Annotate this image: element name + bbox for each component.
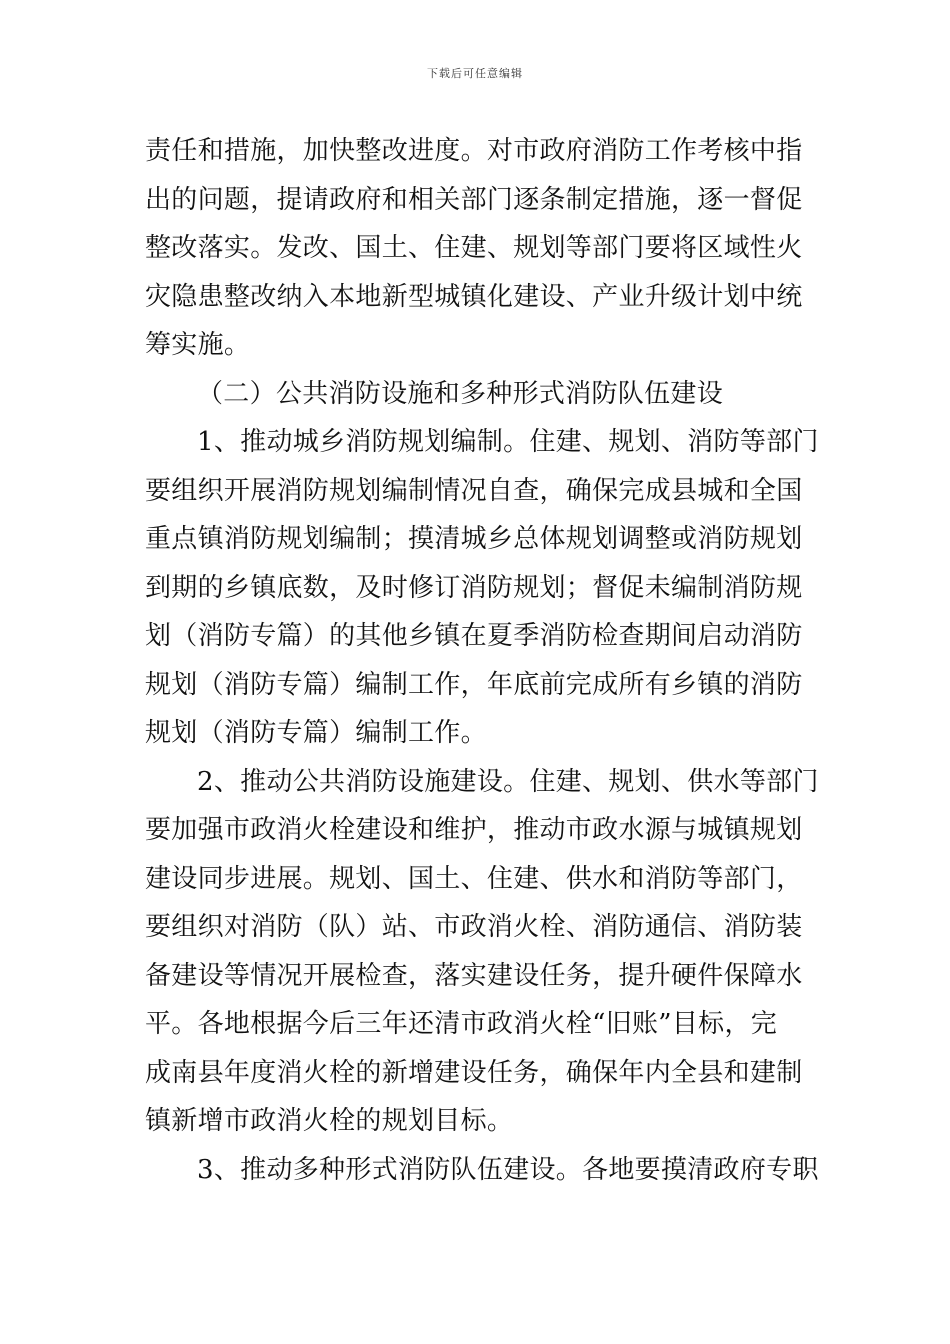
text-line: 备建设等情况开展检查，落实建设任务，提升硬件保障水 [145, 960, 803, 991]
text-line: 成南县年度消火栓的新增建设任务，确保年内全县和建制 [145, 1057, 803, 1088]
text-line: 3、推动多种形式消防队伍建设。各地要摸清政府专职 [197, 1154, 819, 1185]
text-line: 整改落实。发改、国土、住建、规划等部门要将区域性火 [145, 233, 803, 263]
text-line: 筹实施。 [145, 330, 251, 360]
text-line: 灾隐患整改纳入本地新型城镇化建设、产业升级计划中统 [145, 281, 803, 312]
text-line: 到期的乡镇底数，及时修订消防规划；督促未编制消防规 [145, 572, 803, 603]
text-line: 要组织对消防（队）站、市政消火栓、消防通信、消防装 [145, 912, 803, 942]
text-line: 要组织开展消防规划编制情况自查，确保完成县城和全国 [145, 475, 803, 506]
text-line: 重点镇消防规划编制；摸清城乡总体规划调整或消防规划 [145, 524, 803, 554]
text-line: （二）公共消防设施和多种形式消防队伍建设 [197, 378, 724, 409]
page-header-note: 下载后可任意编辑 [427, 67, 523, 80]
document-body [145, 127, 819, 1194]
text-line: 出的问题，提请政府和相关部门逐条制定措施，逐一督促 [145, 184, 803, 215]
text-line: 2、推动公共消防设施建设。住建、规划、供水等部门 [197, 766, 819, 797]
text-line: 要加强市政消火栓建设和维护，推动市政水源与城镇规划 [145, 815, 803, 845]
text-line: 镇新增市政消火栓的规划目标。 [145, 1106, 514, 1136]
text-line: 平。各地根据今后三年还清市政消火栓“旧账”目标，完 [145, 1009, 778, 1039]
text-line: 规划（消防专篇）编制工作。 [145, 718, 487, 748]
text-line: 1、推动城乡消防规划编制。住建、规划、消防等部门 [197, 427, 819, 457]
text-line: 划（消防专篇）的其他乡镇在夏季消防检查期间启动消防 [145, 621, 803, 651]
text-line: 责任和措施，加快整改进度。对市政府消防工作考核中指 [145, 136, 803, 166]
text-line: 建设同步进展。规划、国土、住建、供水和消防等部门， [145, 863, 803, 894]
text-line: 规划（消防专篇）编制工作，年底前完成所有乡镇的消防 [145, 669, 803, 700]
